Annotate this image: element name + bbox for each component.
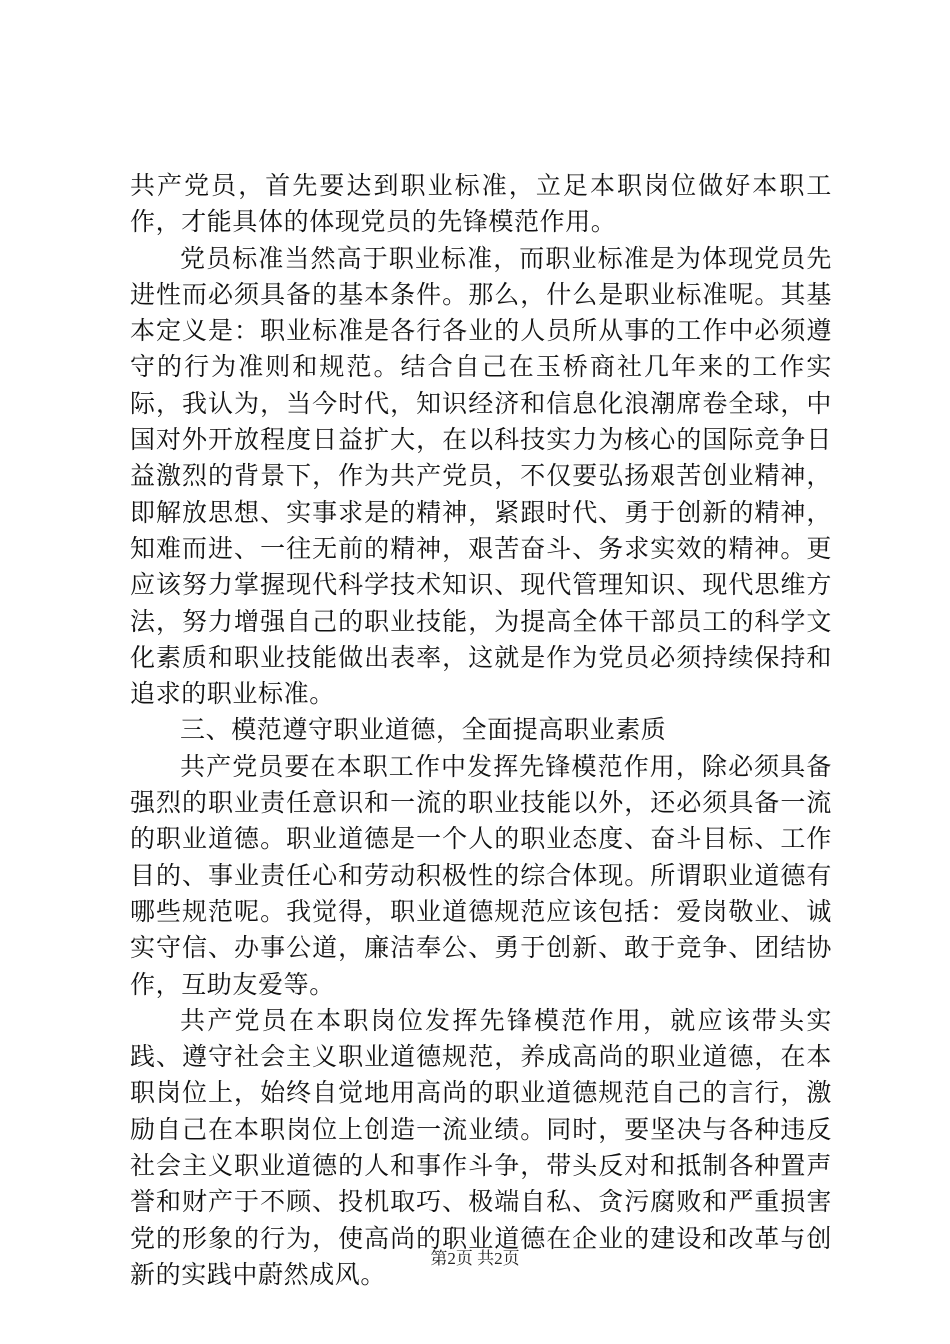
paragraph-professional-ethics: 共产党员要在本职工作中发挥先锋模范作用，除必须具备强烈的职业责任意识和一流的职业技能以外，还必须具备一流的职业道德。职业道德是一个人的职业态度、奋斗目标、工作目的、事业责任心和劳动积极性的综合体现。所谓职业道德有哪些规范呢。我觉得，职业道德规范应该包括：爱岗敬业、诚实守信、办事公道，廉洁奉公、勇于创新、敢于竞争、团结协作，互助友爱等。: [130, 751, 832, 999]
paragraph-party-standard: 党员标准当然高于职业标准，而职业标准是为体现党员先进性而必须具备的基本条件。那么，什么是职业标准呢。其基本定义是：职业标准是各行各业的人员所从事的工作中必须遵守的行为准则和规范。结合自己在玉桥商社几年来的工作实际，我认为，当今时代，知识经济和信息化浪潮席卷全球，中国对外开放程度日益扩大，在以科技实力为核心的国际竞争日益激烈的背景下，作为共产党员，不仅要弘扬艰苦创业精神，即解放思想、实事求是的精神，紧跟时代、勇于创新的精神，知难而进、一往无前的精神，艰苦奋斗、务求实效的精神。更应该努力掌握现代科学技术知识、现代管理知识、现代思维方法，努力增强自己的职业技能，为提高全体干部员工的科学文化素质和职业技能做出表率，这就是作为党员必须持续保持和追求的职业标准。: [130, 243, 832, 709]
paragraph-continuation: 共产党员，首先要达到职业标准，立足本职岗位做好本职工作，才能具体的体现党员的先锋模范作用。: [130, 171, 832, 237]
page-footer: 第2页 共2页: [430, 1249, 520, 1268]
section-heading: 三、模范遵守职业道德，全面提高职业素质: [180, 715, 667, 745]
document-body: [130, 168, 832, 1293]
paragraph-exemplary-role: 共产党员在本职岗位发挥先锋模范作用，就应该带头实践、遵守社会主义职业道德规范，养成高尚的职业道德，在本职岗位上，始终自觉地用高尚的职业道德规范自己的言行，激励自己在本职岗位上创造一流业绩。同时，要坚决与各种违反社会主义职业道德的人和事作斗争，带头反对和抵制各种置声誉和财产于不顾、投机取巧、极端自私、贪污腐败和严重损害党的形象的行为，使高尚的职业道德在企业的建设和改革与创新的实践中蔚然成风。: [130, 1005, 832, 1289]
